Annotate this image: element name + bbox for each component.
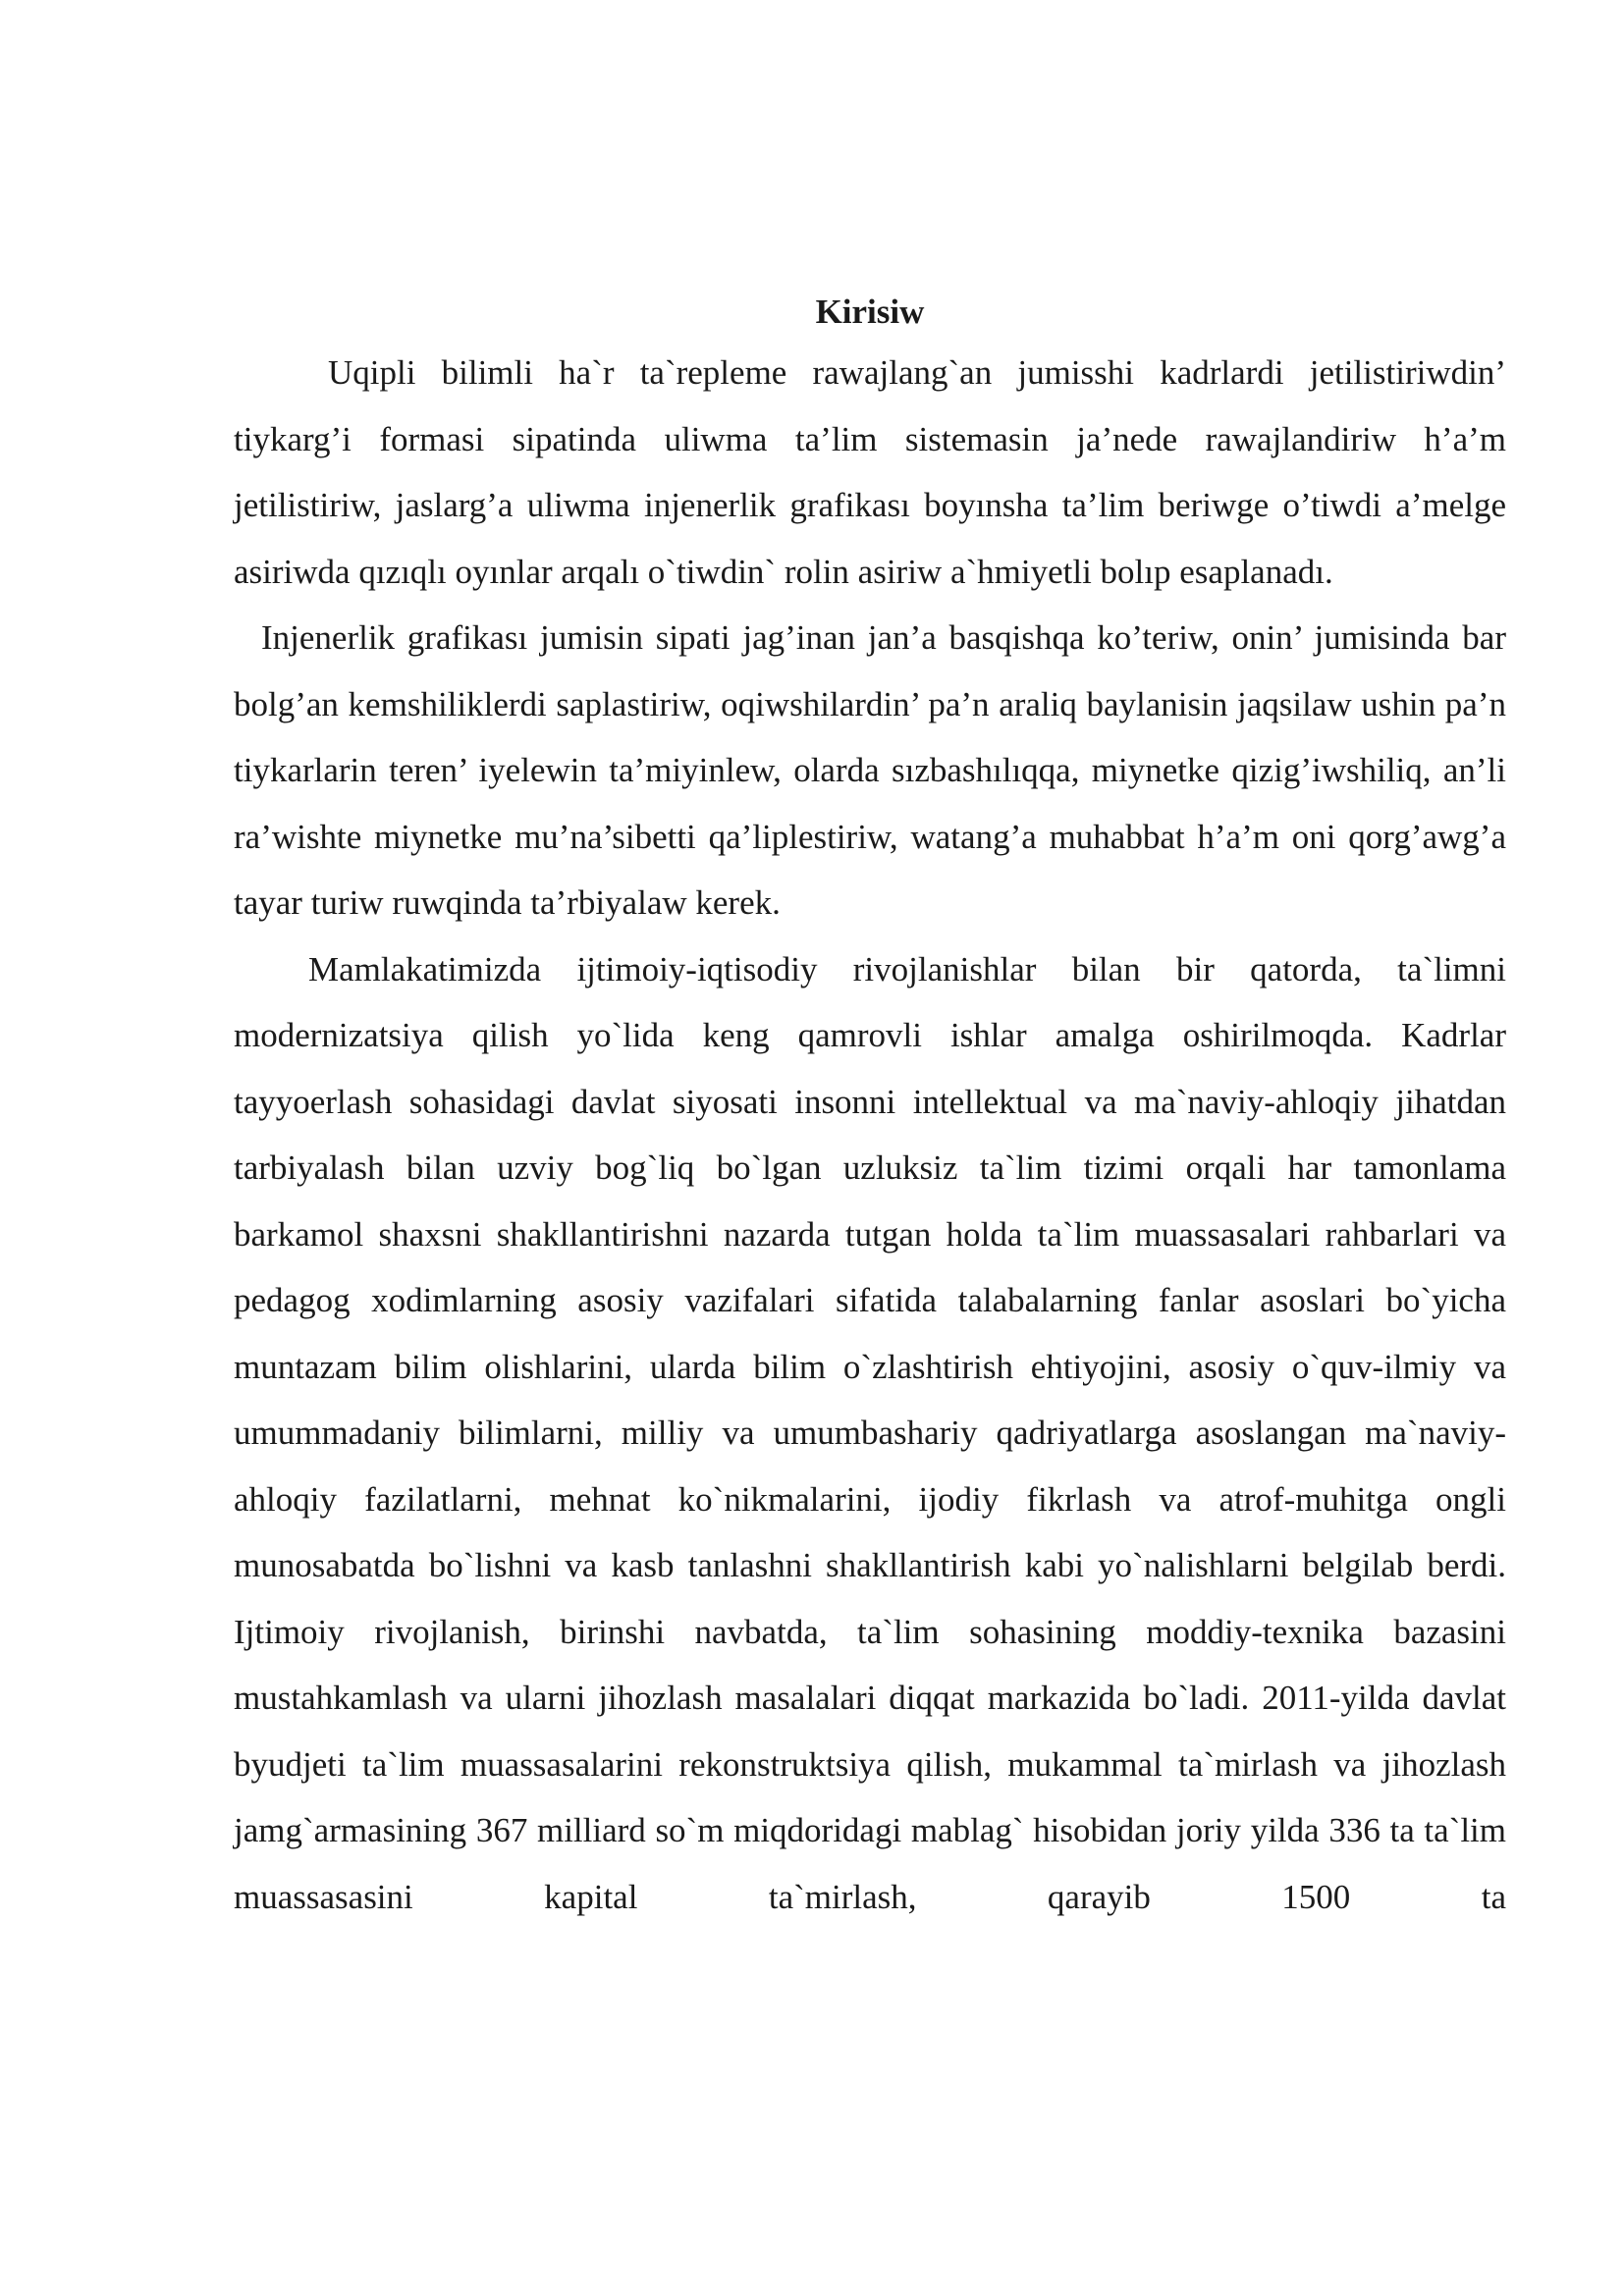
paragraph-2: Injenerlik grafikası jumisin sipati jag’inan jan’a basqishqa ko’teriw, onin’ jumisinda bar bolg’an kemshiliklerdi saplastiriw, oqiwshilardin’ pa’n araliq baylanisin jaqsilaw ushin pa’n tiykarlarin teren’ iyelewin ta’miyinlew, olarda sızbashılıqqa, miynetke qizig’iwshiliq, an’li ra’wishte miynetke mu’na’sibetti qa’liplestiriw, watang’a muhabbat h’a’m oni qorg’awg’a tayar turiw ruwqinda ta’rbiyalaw kerek. <box>234 618 1506 922</box>
paragraph-1: Uqipli bilimli ha`r ta`repleme rawajlang`an jumisshi kadrlardi jetilistiriwdin’ tiykarg’i formasi sipatinda uliwma ta’lim sistemasin ja’nede rawajlandiriw h’a’m jetilistiriw, jaslarg’a uliwma injenerlik grafikası boyınsha ta’lim beriwge o’tiwdi a’melge asiriwda qızıqlı oyınlar arqalı o`tiwdin` rolin asiriw a`hmiyetli bolıp esaplanadı. <box>234 353 1506 591</box>
document-title: Kirisiw <box>815 293 925 331</box>
paragraph-3: Mamlakatimizda ijtimoiy-iqtisodiy rivojlanishlar bilan bir qatorda, ta`limni modernizatsiya qilish yo`lida keng qamrovli ishlar amalga oshirilmoqda. Kadrlar tayyoerlash sohasidagi davlat siyosati insonni intellektual va ma`naviy-ahloqiy jihatdan tarbiyalash bilan uzviy bog`liq bo`lgan uzluksiz ta`lim tizimi orqali har tamonlama barkamol shaxsni shakllantirishni nazarda tutgan holda ta`lim muassasalari rahbarlari va pedagog xodimlarning asosiy vazifalari sifatida talabalarning fanlar asoslari bo`yicha muntazam bilim olishlarini, ularda bilim o`zlashtirish ehtiyojini, asosiy o`quv-ilmiy va umummadaniy bilimlarni, milliy va umumbashariy qadriyatlarga asoslangan ma`naviy-ahloqiy fazilatlarni, mehnat ko`nikmalarini, ijodiy fikrlash va atrof-muhitga ongli munosabatda bo`lishni va kasb tanlashni shakllantirish kabi yo`nalishlarni belgilab berdi. Ijtimoiy rivojlanish, birinshi navbatda, ta`lim sohasining moddiy-texnika bazasini mustahkamlash va ularni jihozlash masalalari diqqat markazida bo`ladi. 2011-yilda davlat byudjeti ta`lim muassasalarini rekonstruktsiya qilish, mukammal ta`mirlash va jihozlash jamg`armasining 367 milliard so`m miqdoridagi mablag` hisobidan joriy yilda 336 ta ta`lim muassasasini kapital ta`mirlash, qarayib 1500 ta <box>234 949 1506 1916</box>
document-body <box>234 285 1506 1930</box>
